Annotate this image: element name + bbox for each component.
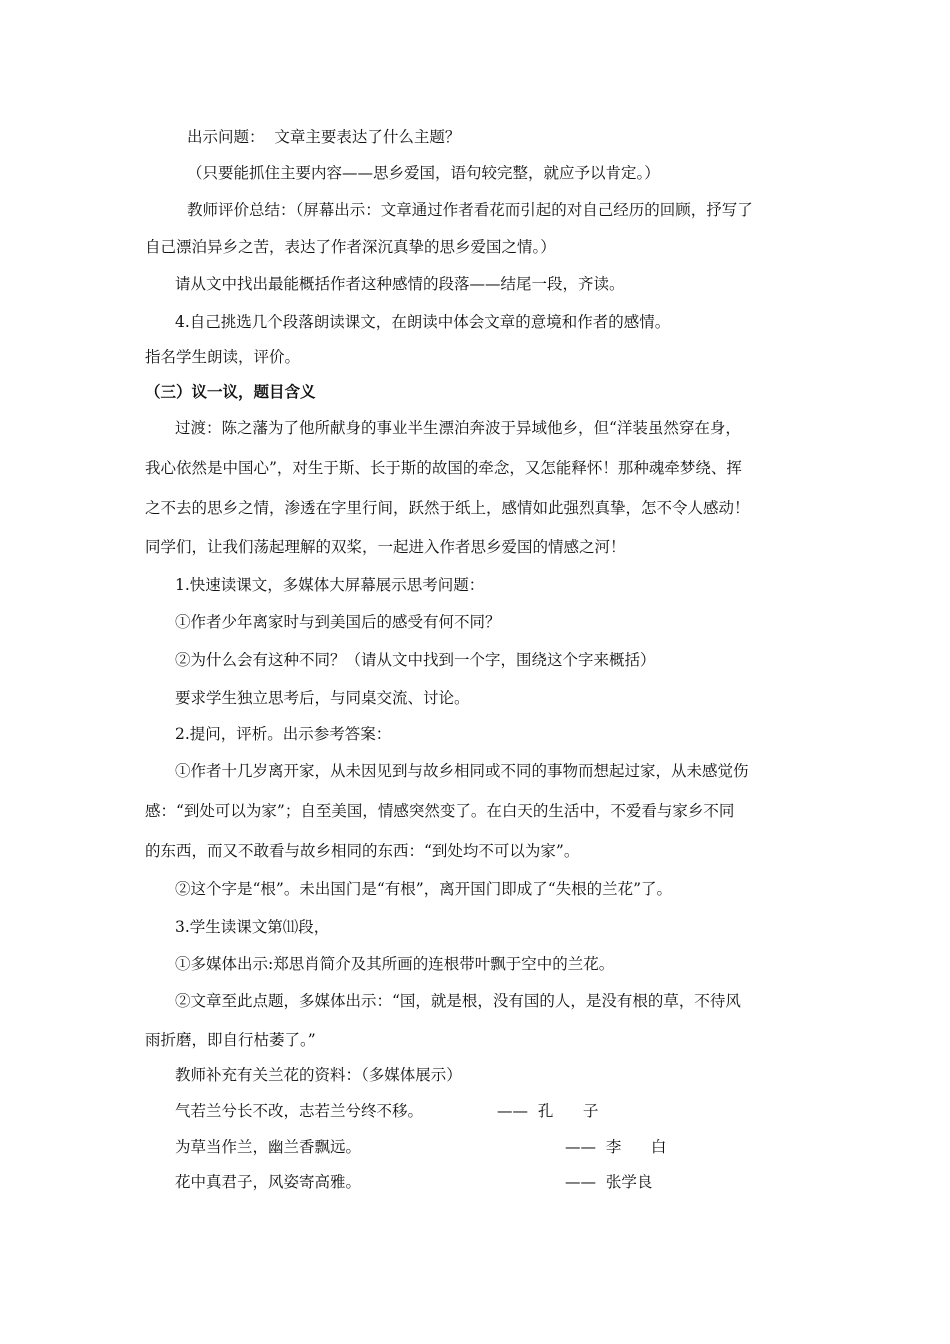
paragraph-line: ①多媒体出示:郑思肖简介及其所画的连根带叶飘于空中的兰花。 bbox=[175, 955, 615, 973]
paragraph-line: 要求学生独立思考后，与同桌交流、讨论。 bbox=[175, 689, 470, 707]
quote-text: 花中真君子，风姿寄高雅。 bbox=[175, 1173, 362, 1191]
paragraph-line: 1.快速读课文，多媒体大屏幕展示思考问题： bbox=[175, 576, 485, 594]
paragraph-line: ②这个字是“根”。未出国门是“有根”，离开国门即成了“失根的兰花”了。 bbox=[175, 880, 673, 898]
quote-text: 为草当作兰，幽兰香飘远。 bbox=[175, 1138, 362, 1156]
paragraph-line: 的东西，而又不敢看与故乡相同的东西：“到处均不可以为家”。 bbox=[145, 842, 580, 860]
paragraph-line: 2.提问，评析。出示参考答案： bbox=[175, 725, 392, 743]
paragraph-line: 过渡：陈之藩为了他所献身的事业半生漂泊奔波于异域他乡，但“洋装虽然穿在身， bbox=[175, 419, 741, 437]
paragraph-line: 感：“到处可以为家”；自至美国，情感突然变了。在白天的生活中，不爱看与家乡不同 bbox=[145, 802, 735, 820]
paragraph-line: 4.自己挑选几个段落朗读课文，在朗读中体会文章的意境和作者的感情。 bbox=[175, 313, 671, 331]
paragraph-line: 请从文中找出最能概括作者这种感情的段落——结尾一段，齐读。 bbox=[175, 275, 625, 293]
paragraph-line: 同学们，让我们荡起理解的双桨，一起进入作者思乡爱国的情感之河！ bbox=[145, 538, 626, 556]
paragraph-line: 自己漂泊异乡之苦，表达了作者深沉真挚的思乡爱国之情。） bbox=[145, 238, 556, 256]
paragraph-line: 3.学生读课文第⑾段， bbox=[175, 918, 330, 936]
quote-text: 气若兰兮长不改，志若兰兮终不移。 bbox=[175, 1102, 424, 1120]
paragraph-line: 我心依然是中国心”，对生于斯、长于斯的故国的牵念，又怎能释怀！那种魂牵梦绕、挥 bbox=[145, 459, 742, 477]
paragraph-line: ①作者少年离家时与到美国后的感受有何不同？ bbox=[175, 613, 501, 631]
paragraph-line: （只要能抓住主要内容——思乡爱国，语句较完整，就应予以肯定。） bbox=[187, 164, 660, 182]
paragraph-line: 出示问题： 文章主要表达了什么主题？ bbox=[187, 128, 461, 146]
paragraph-line: 指名学生朗读，评价。 bbox=[145, 348, 301, 366]
paragraph-line: ①作者十几岁离开家，从未因见到与故乡相同或不同的事物而想起过家，从未感觉伤 bbox=[175, 762, 749, 780]
paragraph-line: 之不去的思乡之情，渗透在字里行间，跃然于纸上，感情如此强烈真挚，怎不令人感动！ bbox=[145, 499, 750, 517]
paragraph-line: ②为什么会有这种不同？（请从文中找到一个字，围绕这个字来概括） bbox=[175, 651, 656, 669]
paragraph-line: 雨折磨，即自行枯萎了。” bbox=[145, 1031, 316, 1049]
quote-author: —— 孔 子 bbox=[497, 1102, 599, 1120]
paragraph-line: 教师补充有关兰花的资料：（多媒体展示） bbox=[175, 1066, 462, 1084]
section-heading: （三）议一议，题目含义 bbox=[145, 382, 316, 401]
paragraph-line: ②文章至此点题，多媒体出示：“国，就是根，没有国的人，是没有根的草，不待风 bbox=[175, 992, 741, 1010]
paragraph-line: 教师评价总结：（屏幕出示：文章通过作者看花而引起的对自己经历的回顾，抒写了 bbox=[187, 201, 753, 219]
quote-author: —— 李 白 bbox=[565, 1138, 667, 1156]
quote-author: —— 张学良 bbox=[565, 1173, 653, 1191]
